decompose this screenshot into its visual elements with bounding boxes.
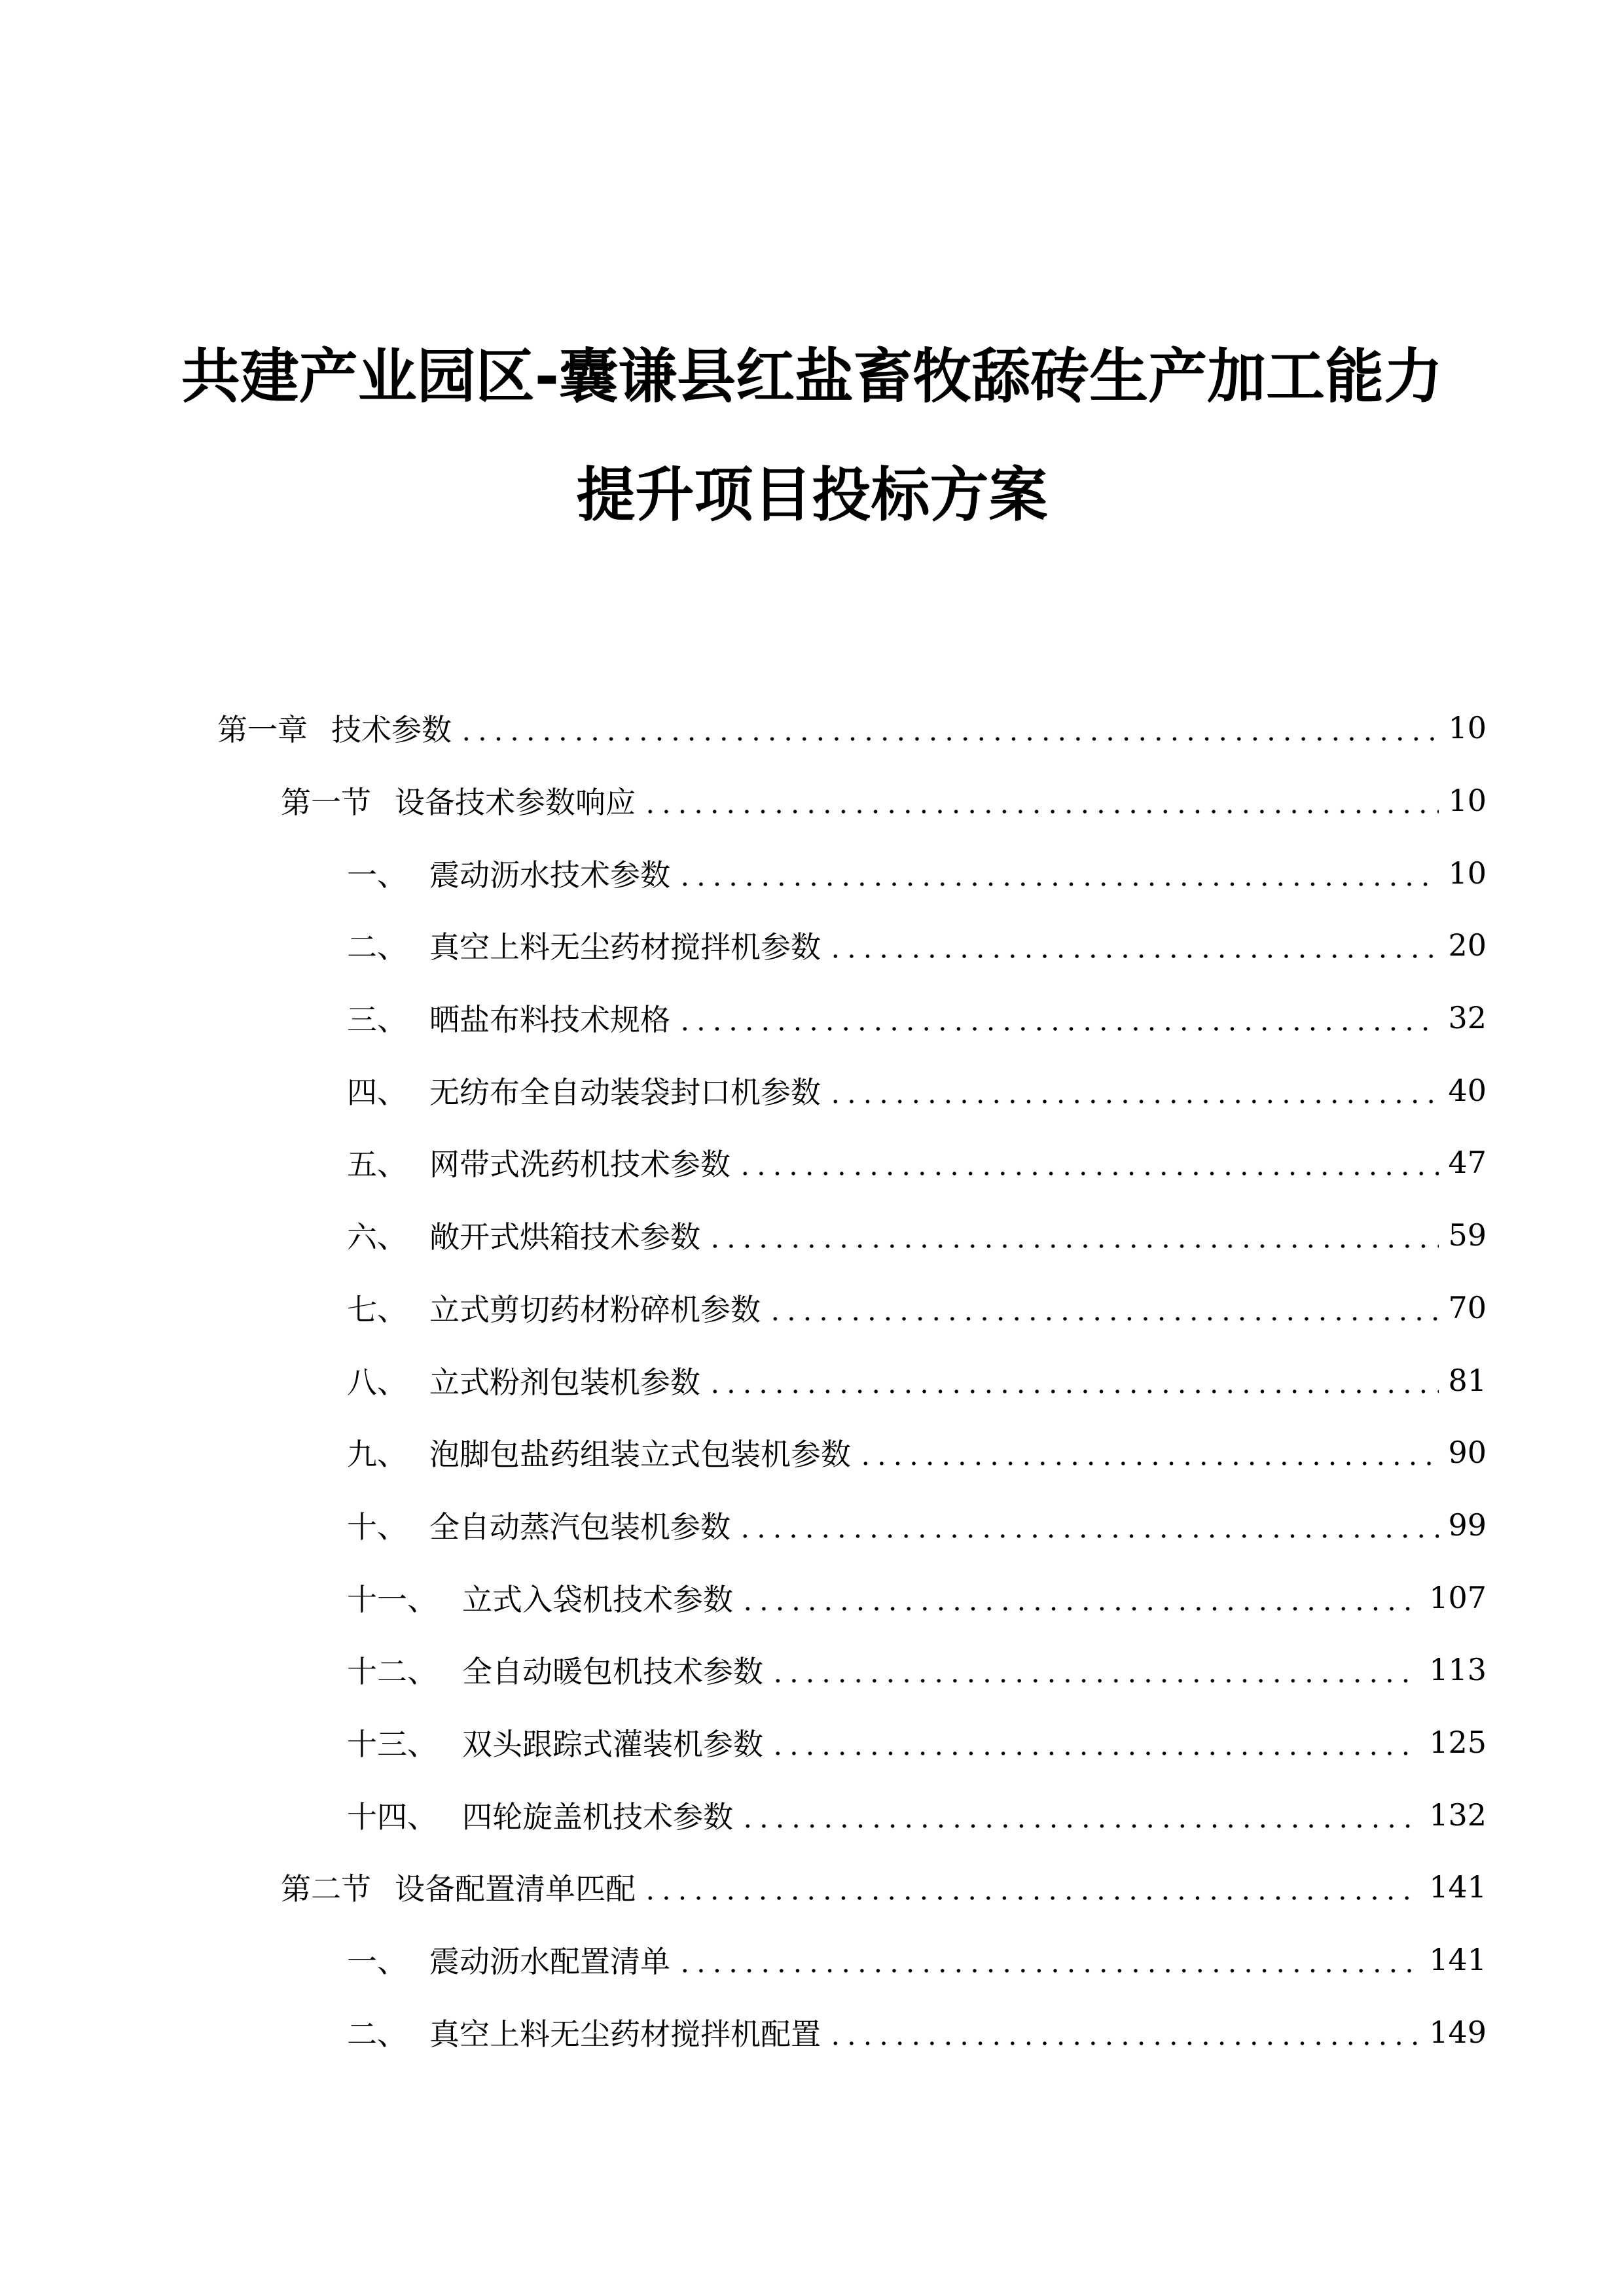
table-of-contents <box>0 692 1624 2068</box>
toc-entry-section <box>0 1851 1624 1924</box>
toc-entry-label: 二、 <box>347 2016 407 2052</box>
toc-entry-item <box>0 836 1624 909</box>
toc-entry-page: 10 <box>1448 783 1487 819</box>
document-title-line-2: 提升项目投标方案 <box>576 461 1048 529</box>
toc-entry-item <box>0 1634 1624 1706</box>
toc-entry-label: 十四、 <box>347 1799 437 1835</box>
toc-entry-item <box>0 909 1624 982</box>
toc-entry-label: 一、 <box>347 857 407 893</box>
toc-entry-label: 三、 <box>347 1002 407 1038</box>
toc-entry-page: 47 <box>1448 1145 1487 1181</box>
toc-entry-label: 九、 <box>347 1437 407 1473</box>
toc-entry-page: 10 <box>1448 855 1487 891</box>
toc-entry-title: 设备技术参数响应 <box>395 785 636 821</box>
toc-entry-page: 20 <box>1448 927 1487 963</box>
toc-dot-leader <box>707 1365 1439 1395</box>
toc-entry-page: 141 <box>1429 1869 1487 1905</box>
toc-entry-page: 125 <box>1429 1724 1487 1760</box>
toc-entry-label: 八、 <box>347 1364 407 1400</box>
toc-entry-label: 七、 <box>347 1291 407 1327</box>
toc-entry-title: 全自动暖包机技术参数 <box>462 1654 763 1690</box>
toc-entry-page: 149 <box>1429 2014 1487 2050</box>
toc-entry-item <box>0 1924 1624 1996</box>
toc-dot-leader <box>737 1510 1439 1540</box>
toc-dot-leader <box>770 1655 1420 1685</box>
toc-entry-page: 107 <box>1429 1579 1487 1615</box>
toc-entry-title: 技术参数 <box>331 712 452 748</box>
toc-entry-label: 二、 <box>347 929 407 965</box>
toc-entry-page: 81 <box>1448 1362 1487 1398</box>
toc-entry-item <box>0 1054 1624 1126</box>
toc-dot-leader <box>707 1220 1439 1250</box>
toc-entry-item <box>0 1706 1624 1779</box>
toc-entry-page: 59 <box>1448 1217 1487 1253</box>
toc-entry-title: 四轮旋盖机技术参数 <box>462 1799 733 1835</box>
toc-entry-title: 立式粉剂包装机参数 <box>429 1364 700 1400</box>
toc-entry-page: 10 <box>1448 710 1487 746</box>
toc-entry-label: 第一节 <box>281 785 371 821</box>
toc-dot-leader <box>642 785 1439 816</box>
toc-entry-label: 第二节 <box>281 1871 371 1907</box>
toc-entry-item <box>0 1344 1624 1416</box>
toc-entry-item <box>0 1778 1624 1851</box>
toc-entry-item <box>0 1199 1624 1272</box>
toc-entry-title: 网带式洗药机技术参数 <box>429 1147 731 1183</box>
toc-dot-leader <box>740 1583 1420 1613</box>
toc-entry-label: 十二、 <box>347 1654 437 1690</box>
toc-entry-chapter <box>0 692 1624 764</box>
toc-entry-title: 双头跟踪式灌装机参数 <box>462 1726 763 1762</box>
toc-entry-item <box>0 1561 1624 1634</box>
toc-dot-leader <box>677 1945 1420 1975</box>
toc-dot-leader <box>827 2017 1420 2047</box>
toc-entry-page: 90 <box>1448 1435 1487 1471</box>
toc-dot-leader <box>642 1872 1420 1902</box>
toc-dot-leader <box>458 713 1439 743</box>
toc-entry-page: 99 <box>1448 1507 1487 1543</box>
toc-dot-leader <box>740 1800 1420 1830</box>
toc-entry-title: 立式剪切药材粉碎机参数 <box>429 1291 761 1327</box>
toc-dot-leader <box>677 1003 1439 1033</box>
document-title-line-1: 共建产业园区-囊谦县红盐畜牧舔砖生产加工能力 <box>181 342 1443 411</box>
toc-dot-leader <box>677 858 1439 888</box>
toc-entry-label: 十三、 <box>347 1726 437 1762</box>
toc-entry-item <box>0 1272 1624 1344</box>
toc-entry-label: 四、 <box>347 1074 407 1110</box>
toc-entry-page: 113 <box>1429 1652 1487 1688</box>
toc-entry-title: 立式入袋机技术参数 <box>462 1581 733 1617</box>
toc-entry-title: 无纺布全自动装袋封口机参数 <box>429 1074 821 1110</box>
toc-entry-title: 泡脚包盐药组装立式包装机参数 <box>429 1437 851 1473</box>
toc-dot-leader <box>827 930 1439 960</box>
toc-entry-title: 震动沥水技术参数 <box>429 857 670 893</box>
document-title <box>0 317 1624 554</box>
toc-entry-page: 40 <box>1448 1072 1487 1108</box>
toc-entry-label: 十一、 <box>347 1581 437 1617</box>
toc-entry-label: 五、 <box>347 1147 407 1183</box>
toc-entry-page: 32 <box>1448 1000 1487 1036</box>
toc-entry-title: 真空上料无尘药材搅拌机参数 <box>429 929 821 965</box>
toc-dot-leader <box>770 1727 1420 1757</box>
toc-dot-leader <box>737 1147 1439 1177</box>
toc-dot-leader <box>767 1293 1439 1323</box>
toc-dot-leader <box>827 1075 1439 1105</box>
toc-entry-label: 六、 <box>347 1219 407 1255</box>
toc-entry-title: 全自动蒸汽包装机参数 <box>429 1509 731 1545</box>
toc-entry-title: 敞开式烘箱技术参数 <box>429 1219 700 1255</box>
toc-entry-item <box>0 1489 1624 1562</box>
toc-entry-item <box>0 1996 1624 2068</box>
toc-entry-item <box>0 1126 1624 1199</box>
toc-entry-label: 第一章 <box>217 712 308 748</box>
toc-dot-leader <box>857 1437 1439 1467</box>
toc-entry-label: 十、 <box>347 1509 407 1545</box>
toc-entry-title: 震动沥水配置清单 <box>429 1944 670 1980</box>
toc-entry-page: 70 <box>1448 1289 1487 1325</box>
toc-entry-page: 132 <box>1429 1797 1487 1833</box>
toc-entry-item <box>0 982 1624 1054</box>
toc-entry-title: 设备配置清单匹配 <box>395 1871 636 1907</box>
toc-entry-section <box>0 764 1624 837</box>
toc-entry-title: 晒盐布料技术规格 <box>429 1002 670 1038</box>
toc-entry-page: 141 <box>1429 1942 1487 1978</box>
toc-entry-title: 真空上料无尘药材搅拌机配置 <box>429 2016 821 2052</box>
toc-entry-label: 一、 <box>347 1944 407 1980</box>
toc-entry-item <box>0 1416 1624 1489</box>
